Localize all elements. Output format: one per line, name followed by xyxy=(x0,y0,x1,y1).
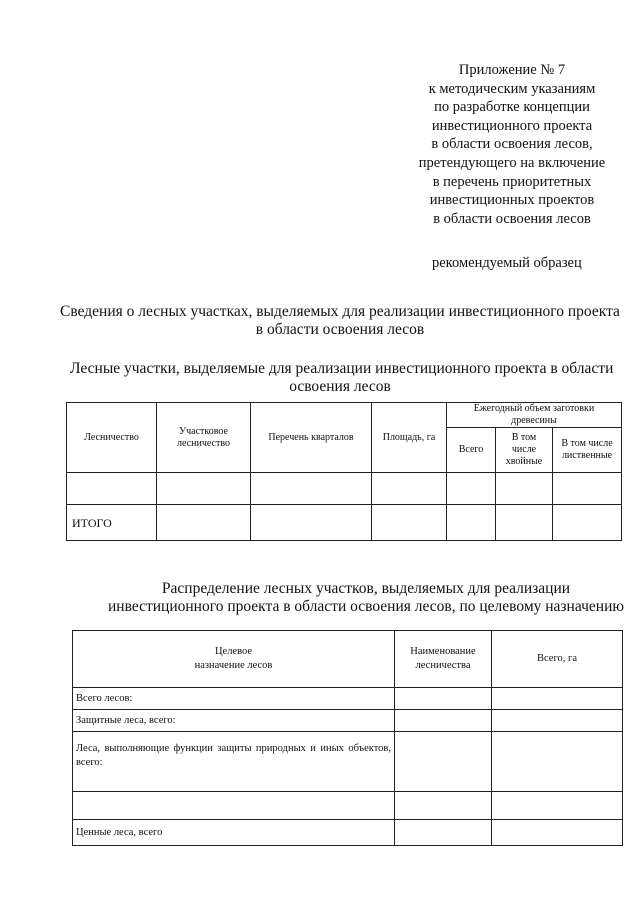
table2-title-line: инвестиционного проекта в области освоения лесов, по целевому назначению xyxy=(108,598,624,615)
appendix-line: в области освоения лесов xyxy=(433,210,591,227)
header-purpose-line: Целевое xyxy=(214,646,253,657)
table-cell xyxy=(395,710,492,732)
main-title-line: Сведения о лесных участках, выделяемых для реализации инвестиционного проекта xyxy=(60,303,620,320)
table-cell xyxy=(372,505,447,541)
header-quarters: Перечень кварталов xyxy=(251,403,372,473)
header-area: Площадь, га xyxy=(372,403,447,473)
appendix-line: претендующего на включение xyxy=(418,154,606,171)
table1-title xyxy=(70,360,614,396)
table1-title-line: освоения лесов xyxy=(289,378,391,395)
sample-label: рекомендуемый образец xyxy=(432,255,582,271)
table-cell xyxy=(492,732,623,792)
row-label: Леса, выполняющие функции защиты природных и иных объектов, всего: xyxy=(73,732,395,792)
table-cell xyxy=(492,820,623,846)
appendix-line: по разработке концепции xyxy=(434,99,590,116)
table2-title xyxy=(96,580,636,616)
table-row xyxy=(73,732,623,792)
table-row xyxy=(73,792,623,820)
table-cell xyxy=(492,792,623,820)
table-row xyxy=(73,688,623,710)
table-cell xyxy=(492,710,623,732)
header-annual-volume: Ежегодный объем заготовки древесины xyxy=(447,403,622,428)
total-row-label: ИТОГО xyxy=(67,505,157,541)
header-deciduous: В том числе лиственные xyxy=(553,428,622,473)
appendix-line: в области освоения лесов, xyxy=(431,136,593,153)
table-cell xyxy=(395,732,492,792)
appendix-line: в перечень приоритетных xyxy=(432,173,592,190)
table-row xyxy=(67,473,622,505)
table-cell xyxy=(447,505,496,541)
table-cell xyxy=(372,473,447,505)
appendix-block xyxy=(392,61,632,228)
table-cell xyxy=(553,505,622,541)
row-label: Всего лесов: xyxy=(73,688,395,710)
table-cell xyxy=(496,505,553,541)
table2-title-line: Распределение лесных участков, выделяемых для реализации xyxy=(161,580,571,597)
header-forestry-name: Наименование лесничества xyxy=(395,631,492,688)
header-total-ha: Всего, га xyxy=(492,631,623,688)
row-label xyxy=(73,792,395,820)
header-coniferous: В том числе хвойные xyxy=(496,428,553,473)
table-cell xyxy=(395,792,492,820)
appendix-line: инвестиционных проектов xyxy=(429,192,595,209)
main-title xyxy=(60,303,620,339)
header-forestry: Лесничество xyxy=(67,403,157,473)
row-label: Ценные леса, всего xyxy=(73,820,395,846)
table-cell xyxy=(251,505,372,541)
header-district-forestry: Участковое лесничество xyxy=(157,403,251,473)
forest-plots-table xyxy=(66,402,622,541)
forest-purpose-table xyxy=(72,630,623,846)
appendix-line: к методическим указаниям xyxy=(428,80,596,97)
table-cell xyxy=(157,505,251,541)
total-row xyxy=(67,505,622,541)
header-total: Всего xyxy=(447,428,496,473)
table-cell xyxy=(251,473,372,505)
main-title-line: в области освоения лесов xyxy=(255,321,425,338)
header-purpose xyxy=(73,631,395,688)
table-cell xyxy=(67,473,157,505)
table-cell xyxy=(395,820,492,846)
table1-title-line: Лесные участки, выделяемые для реализации инвестиционного проекта в области xyxy=(70,360,614,377)
table-cell xyxy=(395,688,492,710)
table-row xyxy=(73,820,623,846)
table-cell xyxy=(492,688,623,710)
appendix-line: инвестиционного проекта xyxy=(431,117,593,134)
table-cell xyxy=(553,473,622,505)
appendix-line: Приложение № 7 xyxy=(458,62,566,78)
row-label: Защитные леса, всего: xyxy=(73,710,395,732)
table-row xyxy=(73,710,623,732)
table-cell xyxy=(496,473,553,505)
table-cell xyxy=(157,473,251,505)
table-cell xyxy=(447,473,496,505)
header-purpose-line: назначение лесов xyxy=(194,660,273,671)
